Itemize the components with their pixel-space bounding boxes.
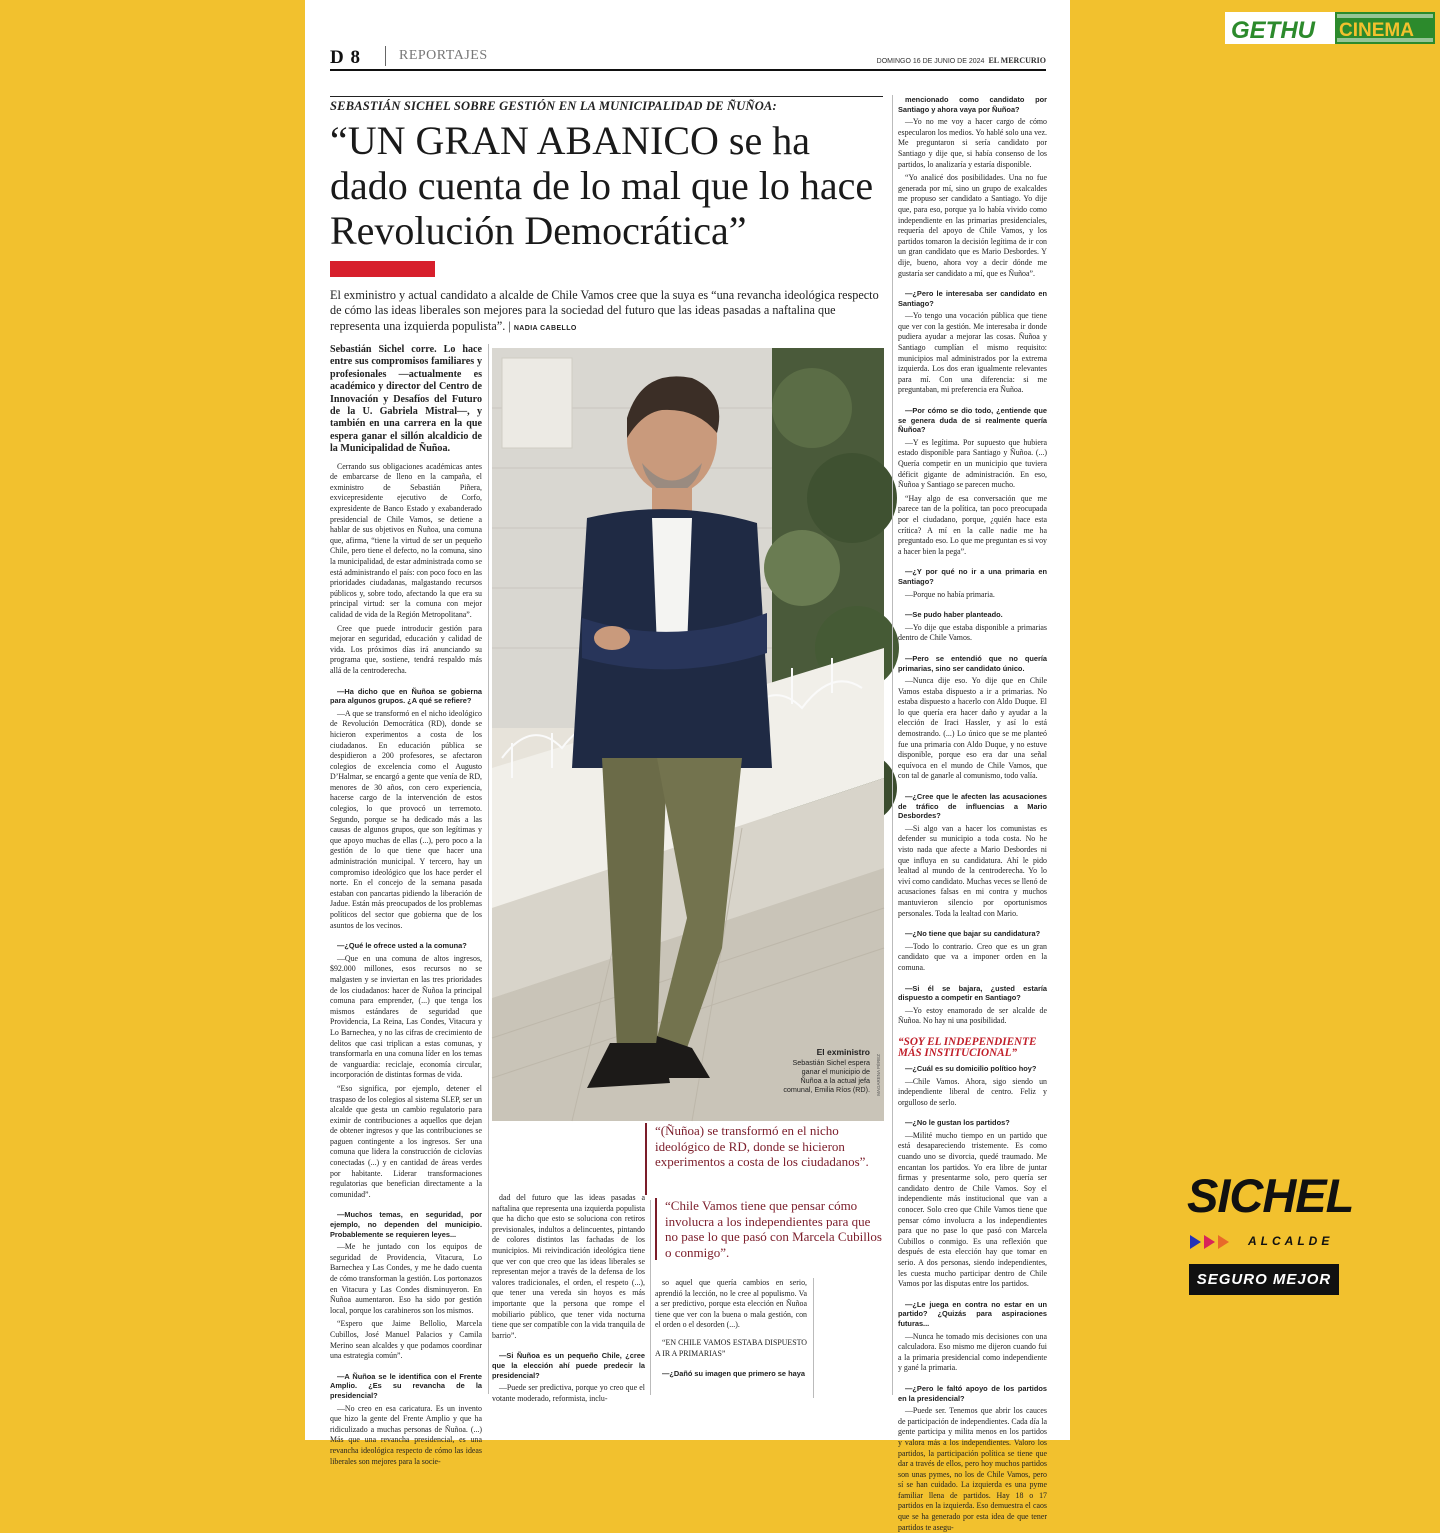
article-column-3 (655, 1278, 807, 1338)
interview-question: —Ha dicho que en Ñuñoa se gobierna para algunos grupos. ¿A qué se refiere? (330, 686, 482, 706)
paragraph: —Yo no me voy a hacer cargo de cómo especularon los medios. Yo hablé solo una vez. Me preguntaron si sería candidato por Santiago y dije que, si había consenso de los partidos, lo analizaría y estaría disponible. (898, 117, 1047, 169)
interview-question: —¿No le gustan los partidos? (905, 1118, 1010, 1128)
paragraph: —Nunca dije eso. Yo dije que en Chile Vamos estaba dispuesto a ir a primarias. No estaba dispuesto a hacerlo con Aldo Duque. El lo que quería era hacer daño y ayudar a la elección de Iraci Hassler, y así lo está demostrando. (...) Lo único que se me planteó fue una primaria con Aldo Duque, y no estuve disponible, porque eso era dar una señal equívoca en el mundo de Chile Vamos, que con tal de ganarle al comunismo, todo valía. (898, 676, 1047, 781)
article-kicker: SEBASTIÁN SICHEL SOBRE GESTIÓN EN LA MUNICIPALIDAD DE ÑUÑOA: (330, 99, 777, 113)
header-dateline (877, 56, 1046, 65)
interview-question: —¿Pero le interesaba ser candidato en Santiago? (898, 289, 1047, 308)
interview-question: —Por cómo se dio todo, ¿entiende que se genera duda de si realmente quería Ñuñoa? (898, 406, 1047, 435)
interview-question: —Muchos temas, en seguridad, por ejemplo, no dependen del municipio. Probablemente se requieren leyes... (330, 1210, 482, 1239)
newspaper-page (305, 0, 1070, 1532)
pull-quote-2: “Chile Vamos tiene que pensar cómo involucra a los independientes para que no pase lo que pasó con Marcela Cubillos o conmigo”. (655, 1198, 885, 1260)
headline-accent-bar (330, 261, 435, 277)
campaign-slogan-badge: SEGURO MEJOR (1189, 1264, 1339, 1295)
interview-question: —¿Qué le ofrece usted a la comuna? (337, 941, 467, 951)
pull-quote-1: “(Ñuñoa) se transformó en el nicho ideológico de RD, donde se hicieron experimentos a costa de los ciudadanos”. (645, 1123, 885, 1195)
paragraph: —Porque no había primaria. (905, 589, 995, 599)
interview-question: mencionado como candidato por Santiago y ahora vaya por Ñuñoa? (898, 95, 1047, 114)
paragraph: —Si algo van a hacer los comunistas es defender su municipio a toda costa. No he visto nada que afecte a Mario Desbordes ni que influya en su candidatura. Ahí le pido lealtad al mundo de la centroderecha. Yo lo viví como candidato. Muchas veces se llenó de acusaciones falsas en mi contra y muchos mantuvieron silencio por oportunismos personales. Toda la lealtad con Mario. (898, 823, 1047, 918)
paragraph: “Hay algo de esa conversación que me parece tan de la política, tan poco preocupada por el ciudadano, porque, ¿quién hace esta crítica? A mí en la calle nadie me ha preguntado eso. Lo que me preguntan es si voy a hacer bien la pega”. (898, 493, 1047, 556)
paragraph: —Yo dije que estaba disponible a primarias dentro de Chile Vamos. (898, 622, 1047, 643)
logo-text-left: GETHU (1231, 17, 1315, 44)
paragraph: —Puede ser predictiva, porque yo creo que el votante moderado, reformista, inclu- (492, 1383, 645, 1403)
interview-question: —¿No tiene que bajar su candidatura? (905, 929, 1041, 939)
interview-question: —Se pudo haber planteado. (905, 610, 1003, 620)
paragraph: so aquel que quería cambios en serio, aprendió la lección, no le cree al populismo. Va a ser predictivo, porque esta elección en Ñuñoa tiene que ver con la buena o mala gestión, con el orden o el desorden (...). (655, 1278, 807, 1330)
page-section-number: D 8 (330, 47, 361, 68)
header-divider (385, 46, 386, 66)
paragraph: —Milité mucho tiempo en un partido que está desapareciendo tristemente. Es como cuando uno se divorcia, quedé traumado. Me encantan los partidos. Yo era libre de juntar firmas y presentarme solo, pero quería ser candidato dentro de Chile Vamos. Soy el independiente más institucional que van a conocer. Solo creo que Chile Vamos tiene que pensar cómo involucra a los independientes para que no pase lo que pasó con Marcela Cubillos o conmigo. Es una reflexión que después de esta elección hay que tomar en serio. A dos personas, siendo independientes, les cuesta mucho participar dentro de Chile Vamos por las disputas entre los partidos. (898, 1130, 1047, 1289)
interview-question: —¿Le juega en contra no estar en un partido? ¿Quizás para aspiraciones futuras... (898, 1299, 1047, 1328)
paragraph: —Todo lo contrario. Creo que es un gran candidato que va a imponer orden en la comuna. (898, 941, 1047, 972)
caption-title: El exministro (816, 1047, 870, 1057)
triangle-icon (1204, 1235, 1215, 1249)
header-rule (330, 69, 1046, 71)
issue-date: DOMINGO 16 DE JUNIO DE 2024 (876, 58, 985, 65)
article-headline: “UN GRAN ABANICO se ha dado cuenta de lo mal que lo hace Revolución Democrática” (330, 118, 874, 253)
kicker-rule (330, 96, 883, 97)
column-rule (650, 1200, 651, 1395)
portrait-photo (492, 348, 884, 1121)
newspaper-name: EL MERCURIO (988, 56, 1046, 65)
campaign-role: ALCALDE (1248, 1234, 1334, 1248)
interview-question: —¿Cuál es su domicilio político hoy? (905, 1063, 1037, 1073)
paragraph: Cerrando sus obligaciones académicas antes de embarcarse de lleno en la campaña, el exministro de Sebastián Piñera, exvicepresidente ejecutivo de Corfo, expresidente de Banco Estado y exabanderado presidencial de Chile Vamos, se detiene a hablar de sus objetivos en Ñuñoa, una comuna que, afirma, “tiene la virtud de ser un pequeño Chile, pero tiene el defecto, no la comuna, sino la municipalidad, de estar administrada como se está administrando el país: con poco foco en las prioridades ciudadanas, malgastando recursos públicos y, sobre todo, afectando la que era su principal virtud: ser la comuna con mejor calidad de vida de la Región Metropolitana”. (330, 461, 482, 619)
paragraph: —Y es legítima. Por supuesto que hubiera estado disponible para Santiago y Ñuñoa. (...) Quería competir en un municipio que tuviera déficit gigante de administración. En eso, Ñuñoa y Santiago se parecen mucho. (898, 437, 1047, 490)
paragraph: —Me he juntado con los equipos de seguridad de Providencia, Vitacura, Lo Barnechea y Las Condes, y me he dado cuenta de cómo transforman la gestión. Los portonazos en Vitacura y Las Condes disminuyeron. En Ñuñoa aumentaron. Eso ha sido por gestión local, porque los carabineros son los mismos. (330, 1242, 482, 1315)
column-rule (813, 1278, 814, 1398)
section-category: REPORTAJES (399, 48, 488, 63)
campaign-name: SICHEL (1187, 1169, 1354, 1222)
photo-credit: MAGARENA PÉREZ (876, 1054, 881, 1096)
article-column-4 (898, 95, 1047, 1532)
interview-question: —Si Ñuñoa es un pequeño Chile, ¿cree que la elección ahí puede predecir la presidencial? (492, 1351, 645, 1380)
interview-question: —Pero se entendió que no quería primarias, sino ser candidato único. (898, 653, 1047, 673)
article-column-3-continued (655, 1338, 807, 1398)
portrait-illustration (492, 348, 884, 1121)
article-intro: Sebastián Sichel corre. Lo hace entre sus compromisos familiares y profesionales —actualmente es académico y director del Centro de Innovación y Desafíos del Futuro de la U. Gabriela Mistral—, y también en una carrera en la que espera ganar el sillón alcaldicio de la Municipalidad de Ñuñoa. (330, 344, 482, 455)
triangle-icon (1218, 1235, 1229, 1249)
photo-caption (782, 1048, 870, 1094)
interview-question: —¿Y por qué no ir a una primaria en Santiago? (898, 567, 1047, 586)
paragraph: —Yo tengo una vocación pública que tiene que ver con la gestión. Me interesaba ir donde pudiera ayudar a mejorar las cosas. Ñuñoa y Santiago cumplían el mismo requisito: municipios mal administrados por la extrema izquierda. Los dos eran igualmente relevantes para mí. Con una diferencia: si me preguntaban, mi preferencia era Ñuñoa. (898, 311, 1047, 395)
logo-text-right: CINEMA (1339, 20, 1414, 41)
paragraph: —Chile Vamos. Ahora, sigo siendo un independiente liberal de centro. Feliz y orgulloso de serlo. (898, 1076, 1047, 1107)
interview-question: —¿Dañó su imagen que primero se haya (662, 1369, 805, 1379)
paragraph: —Yo estoy enamorado de ser alcalde de Ñuñoa. No hay ni una posibilidad. (898, 1005, 1047, 1026)
paragraph: —Puede ser. Tenemos que abrir los cauces de participación de independientes. Cada día la gente participa y milita menos en los partidos y valora más a los independientes. Valoro los partidos, la participación política se tiene que dar a través de ellos, pero hoy muchos partidos son unas pymes, no los de Chile Vamos, pero sí se han cuidado. La izquierda es una pyme familiar llena de partidos. Hay 18 o 17 partidos en la izquierda. Eso demuestra el caos que se ha generado por esta idea de que tener partidos te asegu- (898, 1406, 1047, 1532)
interview-question: —A Ñuñoa se le identifica con el Frente Amplio. ¿Es su revancha de la presidencial? (330, 1371, 482, 1400)
paragraph: Cree que puede introducir gestión para mejorar en seguridad, educación y calidad de vida. Los próximos días irá anunciando su programa que, sostiene, tendrá respaldo más allá de la centroderecha. (330, 623, 482, 675)
lede-text: El exministro y actual candidato a alcalde de Chile Vamos cree que la suya es “una revancha ideológica respecto de cómo las ideas liberales son mejores para la sociedad del futuro que las ideas pasadas a naftalina que representa una izquierda populista”. (330, 288, 879, 333)
article-lede: El exministro y actual candidato a alcalde de Chile Vamos cree que la suya es “una revancha ideológica respecto de cómo las ideas liberales son mejores para la sociedad del futuro que las ideas pasadas a naftalina que representa una izquierda populista”. | NADIA CABELLO (330, 288, 879, 333)
caption-text: Sebastián Sichel espera ganar el municipio de Ñuñoa a la actual jefa comunal, Emilia Ríos (RD). (783, 1058, 870, 1094)
channel-logo (1225, 10, 1437, 46)
section-subhead: “EN CHILE VAMOS ESTABA DISPUESTO A IR A PRIMARIAS” (655, 1338, 807, 1358)
paragraph: —No creo en esa caricatura. Es un invento que hizo la gente del Frente Amplio y que ha ridiculizado a muchas personas de Ñuñoa. (...) Más que una revancha presidencial, es una revancha ideológica respecto de cómo las ideas liberales son mejores para la socie- (330, 1403, 482, 1466)
article-column-2 (492, 1193, 645, 1403)
column-rule (892, 95, 893, 1395)
interview-question: —¿Pero le faltó apoyo de los partidos en la presidencial? (898, 1383, 1047, 1403)
byline-author: NADIA CABELLO (513, 324, 577, 332)
section-subhead: “SOY EL INDEPENDIENTE MÁS INSTITUCIONAL” (898, 1035, 1037, 1060)
triangle-icon (1190, 1235, 1201, 1249)
paragraph: “Eso significa, por ejemplo, detener el traspaso de los colegios al sistema SLEP, ser un alcalde que gesta un cambio regulatorio para eximir de contribuciones a aquellos que dejan de obtener ingresos y que las contribuciones se paguen contingente a los ingresos. Ser una comuna que lidera la construcción de ciclovías conectadas (...) y en cantidad de áreas verdes por habitante. Liderar transformaciones regulatorias que benefician directamente a la comunidad”. (330, 1083, 482, 1199)
paragraph: “Yo analicé dos posibilidades. Una no fue generada por mí, sino un grupo de exalcaldes me propuso ser candidato a Santiago. Yo dije que, para eso, porque ya lo había vivido como independiente en las primarias presidenciales, requería del apoyo de Chile Vamos, y los partidos tomaron la decisión legítima de ir con un gran candidato que es Mario Desbordes. Y dije, bueno, ahora voy a decir dónde me gustaría ser candidato a mí, que es Ñuñoa”. (898, 173, 1047, 278)
article-column-1 (330, 344, 482, 1466)
interview-question: —¿Cree que le afecten las acusaciones de tráfico de influencias a Mario Desbordes? (898, 792, 1047, 821)
paragraph: dad del futuro que las ideas pasadas a naftalina que representa una izquierda populista que ha dicho que esto se soluciona con retiros previsionales, indultos a delincuentes, pintando de colores distintos las fachadas de los municipios. Mi reivindicación ideológica tiene que ver con que creo que las ideas liberales se representan mejor a través de la defensa de los valores tradicionales, el orden, el respeto (...), que tener una vereda sin hoyos es más importante que la persona que rompe el mobiliario público, que tener vida nocturna tiene que ser compatible con la vida tranquila de barrio”. (492, 1193, 645, 1340)
paragraph: “Espero que Jaime Bellolio, Marcela Cubillos, José Manuel Palacios y Camila Merino sean alcaldes y que podamos coordinar una estrategia común”. (330, 1319, 482, 1361)
column-rule (488, 344, 489, 1394)
paragraph: —A que se transformó en el nicho ideológico de Revolución Democrática (RD), donde se hicieron experimentos a costa de los ciudadanos. En educación pública se despidieron a 200 profesores, se afectaron colegios de excelencia como el Augusto D’Halmar, se encargó a gente que venía de RD, menores de 30 años, con cero experiencia, hacerse cargo de la intervención de estos colegios, lo que provocó un terremoto. Segundo, porque se ha dedicado más a las causas de algunos grupos, que son legítimas y que apoyo muchas de ellas (...), pero poco a la gestión de lo que tiene que hacer una administración municipal. Y tercero, hay un compromiso ideológico que los hace perder el norte. En el concejo de la semana pasada estaban con pancartas pidiendo la liberación de Jadue. Están más preocupados de los problemas políticos del sector que gobierna que de los asuntos de los vecinos. (330, 708, 482, 930)
interview-question: —Si él se bajara, ¿usted estaría dispuesto a competir en Santiago? (898, 983, 1047, 1003)
paragraph: —Nunca he tomado mis decisiones con una calculadora. Eso mismo me dijeron cuando fui a la primaria presidencial como independiente y gané la primaria. (898, 1331, 1047, 1373)
paragraph: —Que en una comuna de altos ingresos, $92.000 millones, esos recursos no se malgasten y se inviertan en las tres prioridades de los ciudadanos: hacer de Ñuñoa la principal comuna para emprender, (...) que tenga los mismos estándares de seguridad que Providencia, La Reina, Las Condes, Vitacura y Lo Barnechea, y no las cifras de crecimiento de delitos que casi triplican a estas comunas, y transformarla en una comuna líder en los temas de vanguardia: reciclaje, economía circular, incorporación de distintas formas de vida. (330, 953, 482, 1080)
